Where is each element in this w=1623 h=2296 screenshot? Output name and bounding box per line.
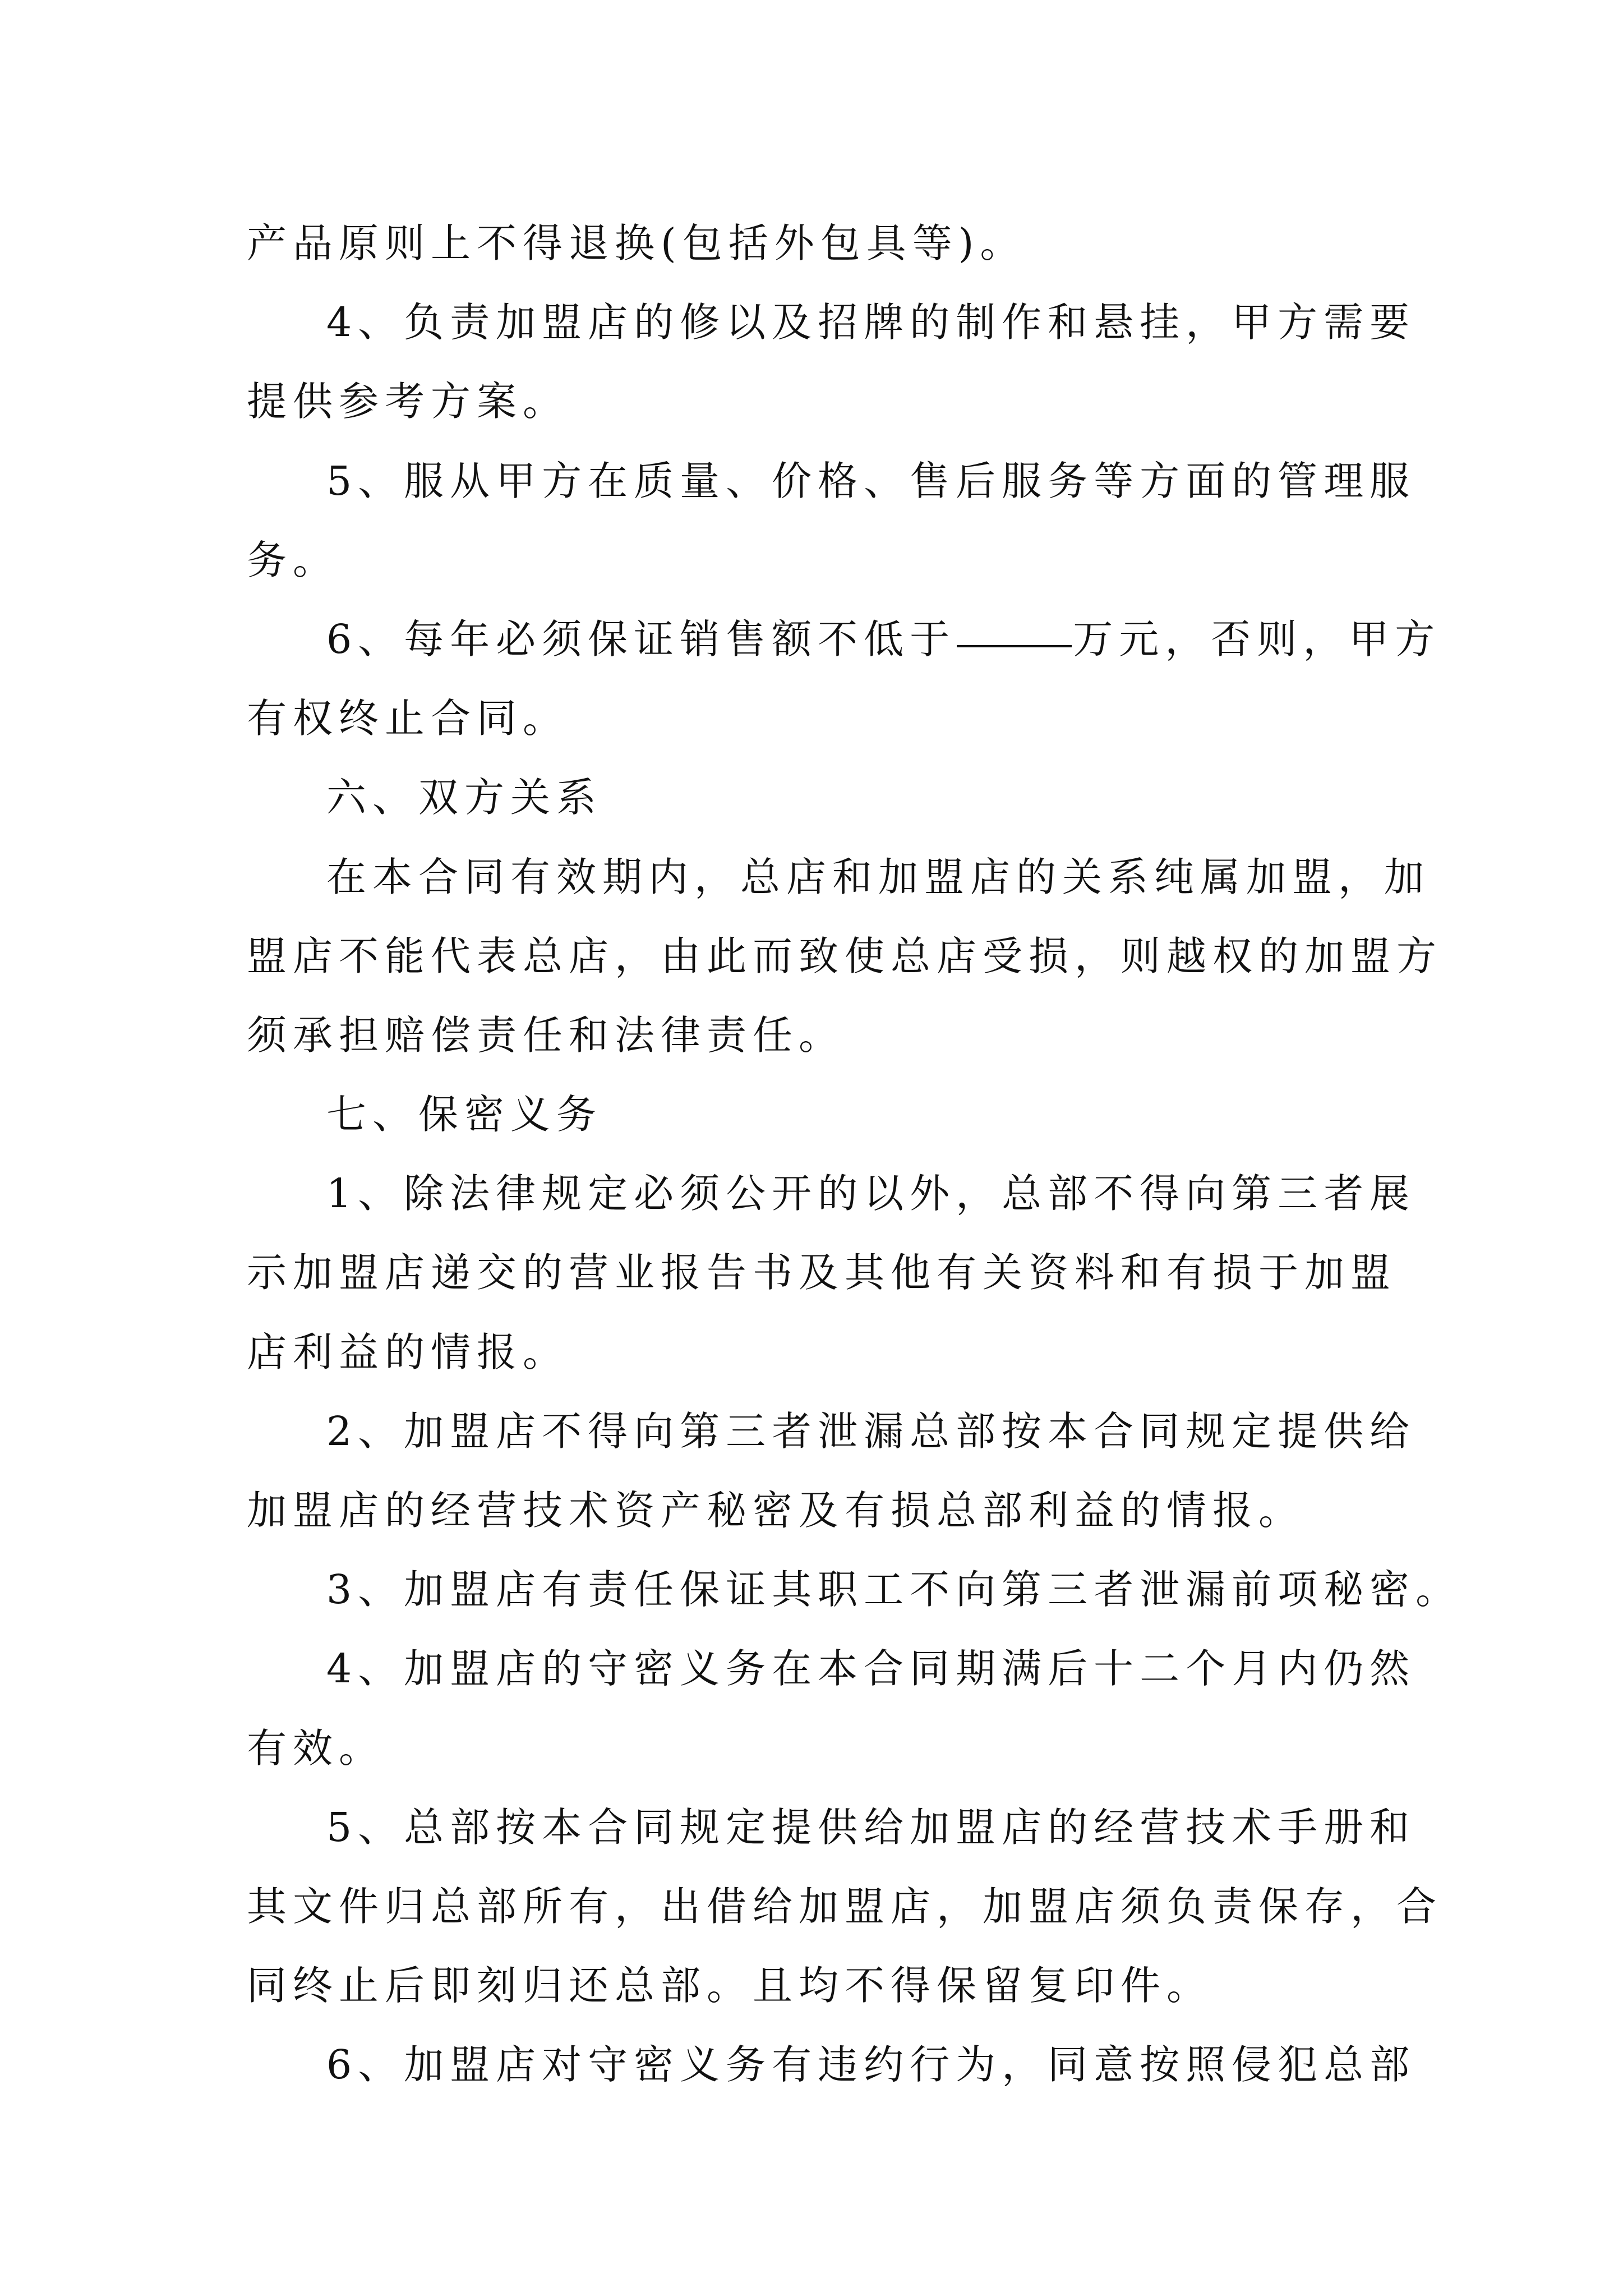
fill-in-blank	[957, 645, 1072, 647]
text-line: 提供参考方案。	[247, 378, 569, 425]
text-line: 在本合同有效期内，总店和加盟店的关系纯属加盟，加	[326, 853, 1431, 900]
text-segment: 万元，否则，甲方	[1073, 615, 1441, 662]
text-segment: 6、每年必须保证销售额不低于	[326, 615, 956, 662]
text-line: 4、负责加盟店的修以及招牌的制作和悬挂，甲方需要	[326, 299, 1416, 346]
text-line: 有效。	[247, 1724, 385, 1772]
text-line: 6、加盟店对守密义务有违约行为，同意按照侵犯总部	[326, 2041, 1416, 2088]
text-line: 2、加盟店不得向第三者泄漏总部按本合同规定提供给	[326, 1407, 1416, 1455]
text-line: 须承担赔偿责任和法律责任。	[247, 1011, 845, 1059]
text-line: 5、总部按本合同规定提供给加盟店的经营技术手册和	[326, 1803, 1416, 1851]
text-line: 3、加盟店有责任保证其职工不向第三者泄漏前项秘密。	[326, 1566, 1462, 1613]
text-line: 产品原则上不得退换(包括外包具等)。	[247, 220, 1026, 266]
text-line: 同终止后即刻归还总部。且均不得保留复印件。	[247, 1962, 1213, 2009]
text-line: 其文件归总部所有，出借给加盟店，加盟店须负责保存，合	[247, 1883, 1443, 1930]
text-line: 示加盟店递交的营业报告书及其他有关资料和有损于加盟	[247, 1249, 1397, 1296]
text-line: 加盟店的经营技术资产秘密及有损总部利益的情报。	[247, 1487, 1305, 1534]
text-line: 4、加盟店的守密义务在本合同期满后十二个月内仍然	[326, 1645, 1416, 1692]
text-line: 务。	[247, 536, 339, 583]
section-heading: 七、保密义务	[326, 1091, 603, 1138]
text-line: 盟店不能代表总店，由此而致使总店受损，则越权的加盟方	[247, 932, 1443, 979]
text-line: 有权终止合同。	[247, 695, 569, 742]
text-line: 5、服从甲方在质量、价格、售后服务等方面的管理服	[326, 457, 1416, 504]
document-body	[247, 204, 1462, 2105]
section-heading: 六、双方关系	[326, 774, 603, 821]
text-line-with-blank	[247, 600, 1441, 679]
text-line: 1、除法律规定必须公开的以外，总部不得向第三者展	[326, 1170, 1416, 1217]
text-line: 店利益的情报。	[247, 1328, 569, 1375]
